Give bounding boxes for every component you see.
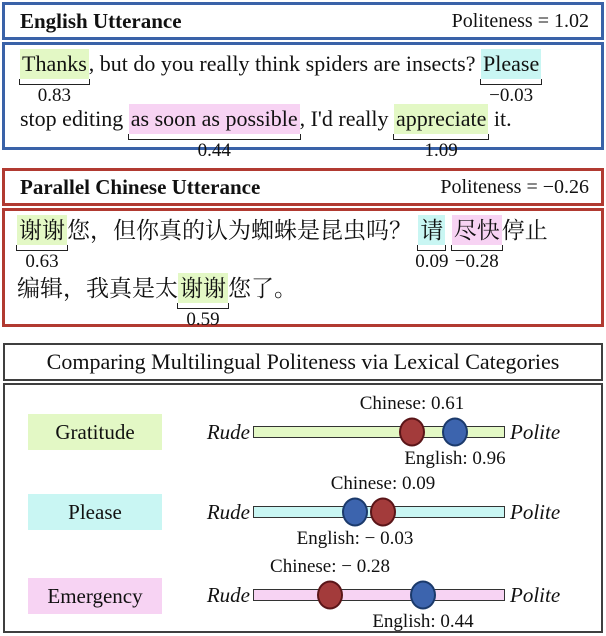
highlight-qing — [415, 215, 449, 272]
highlight-as-soon-as-possible — [129, 104, 300, 161]
chinese-politeness-score: Politeness = −0.26 — [440, 175, 589, 198]
plain-text: 编辑，我真是太 — [17, 275, 178, 301]
english-utterance-title: English Utterance — [20, 8, 182, 33]
highlight-appreciate — [394, 104, 488, 161]
plain-text: stop editing — [20, 106, 129, 131]
highlight-text: 请 — [420, 217, 444, 243]
chinese-utterance-header — [2, 168, 604, 206]
politeness-value: −0.03 — [489, 85, 534, 106]
politeness-value: 0.63 — [25, 251, 59, 272]
rude-label: Rude — [206, 500, 250, 524]
rude-label: Rude — [206, 420, 250, 444]
rude-label: Rude — [206, 583, 250, 607]
chinese-marker-dot — [399, 418, 425, 447]
politeness-value: 0.09 — [415, 251, 449, 272]
category-label-please: Please — [28, 494, 162, 530]
politeness-value: 0.83 — [37, 85, 71, 106]
highlight-thanks — [20, 49, 89, 106]
chinese-marker-dot — [370, 498, 396, 527]
highlight-please — [481, 49, 541, 106]
politeness-value: 0.44 — [197, 140, 231, 161]
politeness-value: 1.09 — [424, 140, 458, 161]
chinese-score-label: Chinese: 0.09 — [330, 473, 436, 494]
plain-text: , I'd really — [299, 106, 394, 131]
english-utterance-header — [2, 2, 604, 40]
category-label-emergency: Emergency — [28, 578, 162, 614]
polite-label: Polite — [510, 500, 561, 524]
politeness-value: 0.59 — [186, 309, 220, 330]
comparison-panel-title: Comparing Multilingual Politeness via Lexical Categories — [46, 349, 560, 374]
plain-text: it. — [488, 106, 512, 131]
english-line-2 — [5, 104, 601, 159]
chinese-score-label: Chinese: − 0.28 — [270, 556, 390, 577]
politeness-slider-track-emergency — [253, 589, 505, 601]
english-politeness-score: Politeness = 1.02 — [451, 9, 589, 32]
english-score-label: English: 0.44 — [372, 611, 474, 632]
chinese-line-1 — [5, 215, 601, 273]
plain-text: 您了。 — [228, 275, 297, 301]
plain-text: 您，但你真的认为蜘蛛是昆虫吗？ — [67, 217, 419, 243]
highlight-text: 尽快 — [453, 217, 500, 243]
highlight-xiexie — [17, 215, 67, 272]
highlight-text: as soon as possible — [130, 106, 298, 131]
highlight-text: Thanks — [22, 51, 87, 76]
highlight-text: 谢谢 — [19, 217, 65, 243]
english-marker-dot — [342, 498, 368, 527]
english-marker-dot — [410, 581, 436, 610]
comparison-panel-body — [3, 383, 603, 633]
plain-text: 停止 — [501, 217, 548, 243]
chinese-score-label: Chinese: 0.61 — [359, 393, 465, 414]
english-marker-dot — [442, 418, 468, 447]
english-score-label: English: 0.96 — [404, 448, 506, 469]
chinese-line-2 — [5, 273, 601, 331]
chinese-utterance-title: Parallel Chinese Utterance — [20, 174, 261, 199]
chinese-marker-dot — [317, 581, 343, 610]
highlight-xiexie-2 — [178, 273, 228, 330]
english-utterance-body — [2, 42, 604, 161]
highlight-text: Please — [483, 51, 540, 76]
chinese-utterance-body — [2, 208, 604, 330]
english-line-1 — [5, 49, 601, 104]
english-score-label: English: − 0.03 — [296, 528, 414, 549]
comparison-panel-title-box — [3, 343, 603, 381]
highlight-jinkuai — [452, 215, 502, 272]
highlight-text: 谢谢 — [180, 275, 226, 301]
polite-label: Polite — [510, 420, 561, 444]
polite-label: Polite — [510, 583, 561, 607]
politeness-value: −0.28 — [454, 251, 499, 272]
highlight-text: appreciate — [395, 106, 487, 131]
plain-text: , but do you really think spiders are insects? — [88, 51, 482, 76]
category-label-gratitude: Gratitude — [28, 414, 162, 450]
